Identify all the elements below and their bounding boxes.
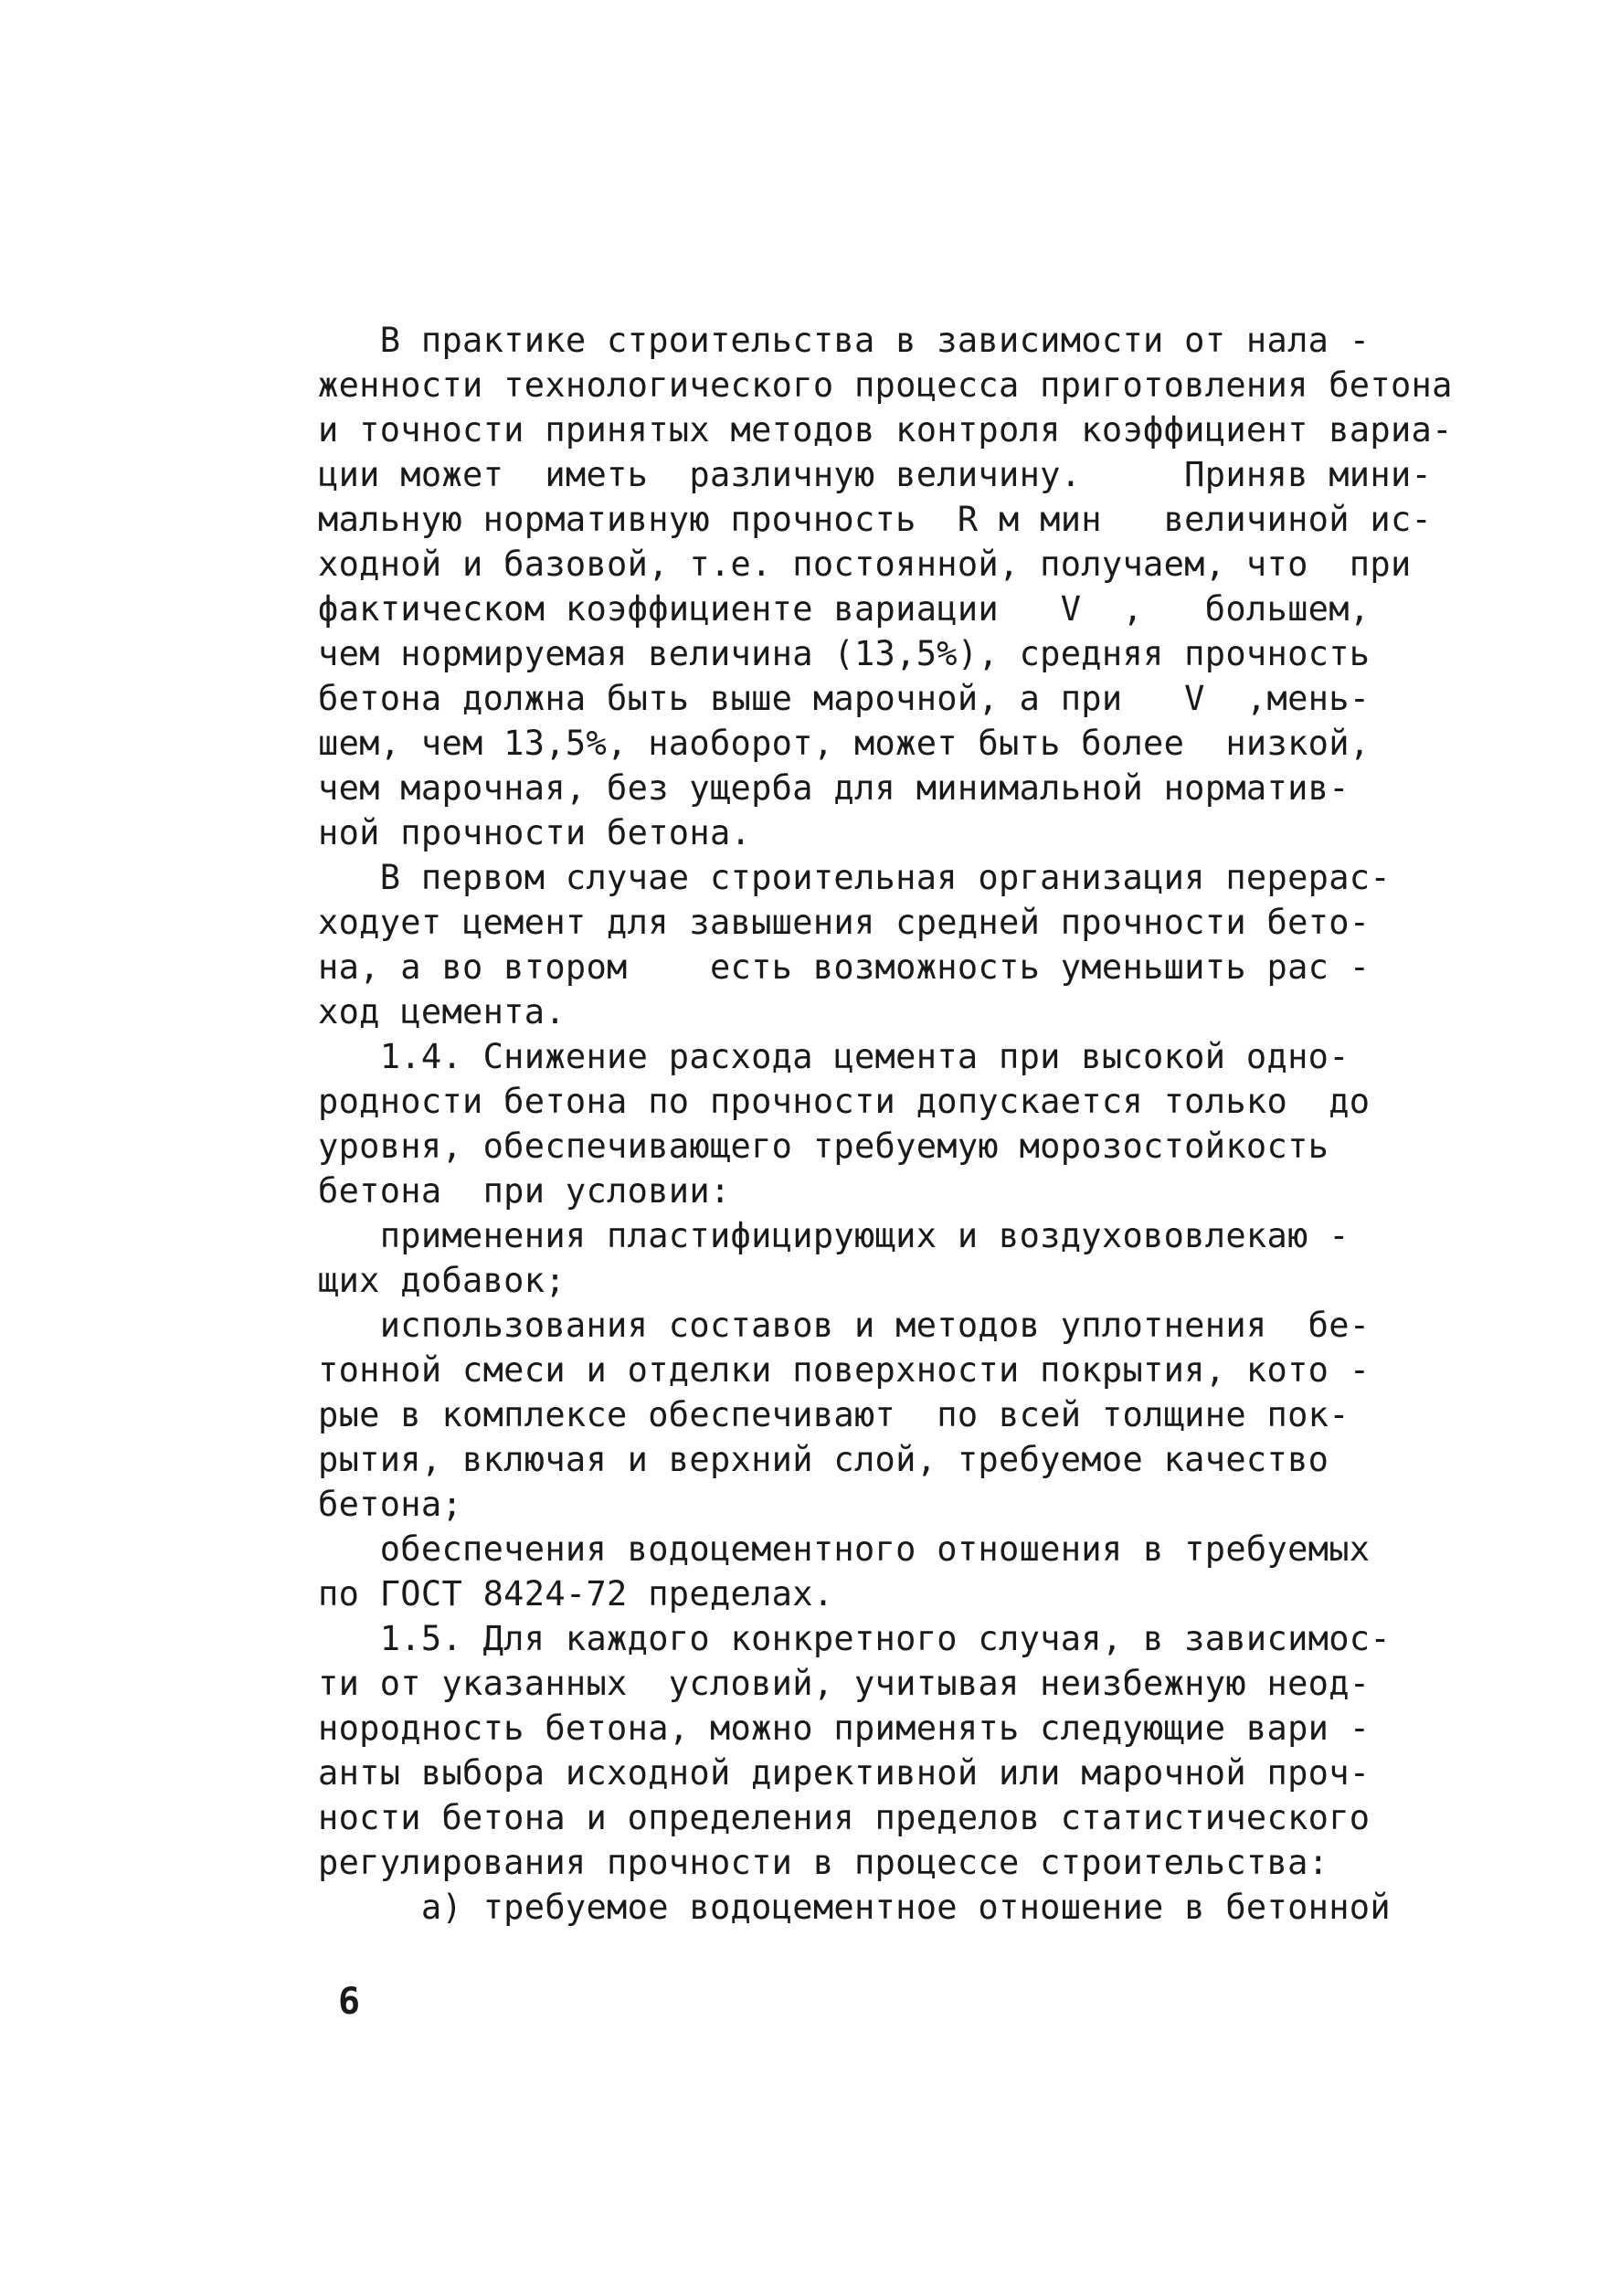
text-line: ции может иметь различную величину. Приняв мини- <box>318 455 1433 494</box>
text-line: рые в комплексе обеспечивают по всей толщине пок- <box>318 1395 1350 1434</box>
text-line: рытия, включая и верхний слой, требуемое качество <box>318 1440 1329 1479</box>
text-line: ти от указанных условий, учитывая неизбежную неод- <box>318 1664 1371 1703</box>
text-line: родности бетона по прочности допускается только до <box>318 1082 1371 1121</box>
text-line: по ГОСТ 8424-72 пределах. <box>318 1574 834 1614</box>
text-line: чем нормируемая величина (13,5%), средняя прочность <box>318 634 1371 673</box>
page-number: 6 <box>338 1981 361 2023</box>
text-line: бетона; <box>318 1485 463 1524</box>
text-line: ходует цемент для завышения средней прочности бето- <box>318 903 1371 942</box>
text-line: ход цемента. <box>318 992 566 1032</box>
text-line: нородность бетона, можно применять следующие вари - <box>318 1709 1371 1748</box>
text-line: и точности принятых методов контроля коэффициент вариа- <box>318 410 1453 450</box>
text-line: щих добавок; <box>318 1261 566 1300</box>
text-line: фактическом коэффициенте вариации V , большем, <box>318 589 1371 629</box>
text-line: бетона должна быть выше марочной, а при V ,мень- <box>318 679 1371 718</box>
text-line: бетона при условии: <box>318 1171 731 1211</box>
text-line: применения пластифицирующих и воздухововлекаю - <box>318 1216 1350 1255</box>
text-line: 1.5. Для каждого конкретного случая, в зависимос- <box>318 1619 1391 1658</box>
text-line: 1.4. Снижение расхода цемента при высокой одно- <box>318 1037 1350 1076</box>
text-line: анты выбора исходной директивной или марочной проч- <box>318 1753 1371 1793</box>
text-line: обеспечения водоцементного отношения в требуемых <box>318 1529 1371 1569</box>
text-line: ной прочности бетона. <box>318 813 752 852</box>
body-text <box>318 318 1474 1930</box>
text-line: ности бетона и определения пределов статистического <box>318 1798 1371 1837</box>
text-line: регулирования прочности в процессе строительства: <box>318 1843 1329 1882</box>
text-line: уровня, обеспечивающего требуемую морозостойкость <box>318 1127 1329 1166</box>
text-line: а) требуемое водоцементное отношение в бетонной <box>318 1888 1391 1927</box>
text-line: В практике строительства в зависимости от нала - <box>318 321 1371 360</box>
text-line: на, а во втором есть возможность уменьшить рас - <box>318 947 1371 987</box>
text-line: шем, чем 13,5%, наоборот, может быть более низкой, <box>318 724 1371 763</box>
text-line: мальную нормативную прочность R м мин величиной ис- <box>318 500 1433 539</box>
text-line: ходной и базовой, т.е. постоянной, получаем, что при <box>318 545 1412 584</box>
text-line: женности технологического процесса приготовления бетона <box>318 365 1453 405</box>
text-line: тонной смеси и отделки поверхности покрытия, кото - <box>318 1350 1371 1390</box>
text-line: использования составов и методов уплотнения бе- <box>318 1306 1371 1345</box>
text-line: чем марочная, без ущерба для минимальной норматив- <box>318 768 1350 808</box>
text-line: В первом случае строительная организация перерас- <box>318 858 1391 897</box>
